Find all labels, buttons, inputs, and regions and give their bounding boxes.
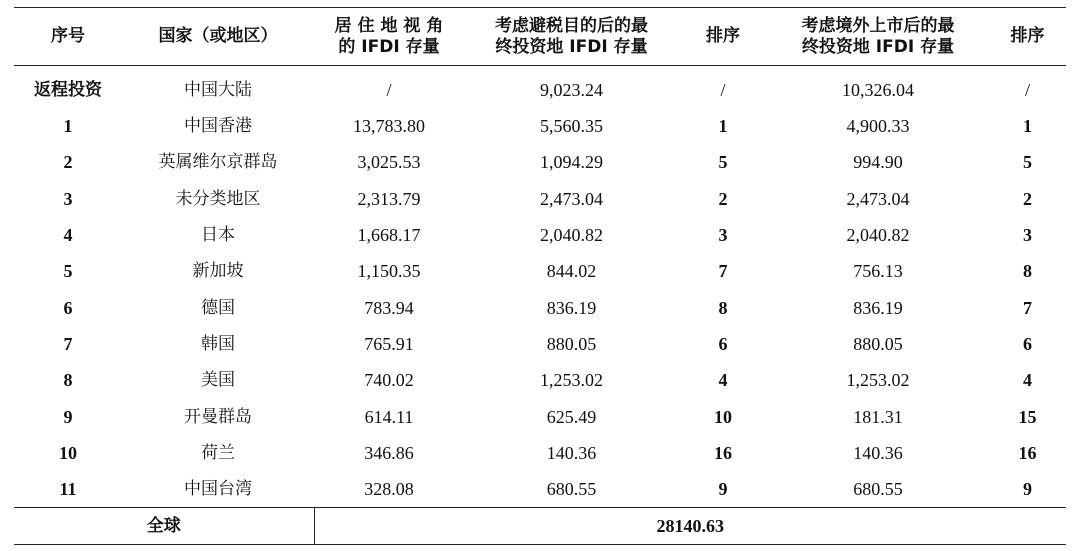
row-region: 中国大陆	[184, 80, 252, 100]
row-tax-stock: 5,560.35	[540, 116, 603, 137]
table-row	[14, 144, 1066, 180]
row-rank-listing: 6	[1023, 333, 1032, 354]
row-listing-stock: 140.36	[853, 442, 903, 463]
row-residence-stock: 1,150.35	[357, 261, 421, 282]
row-listing-stock: 836.19	[853, 297, 903, 318]
row-listing-stock: 680.55	[853, 479, 903, 500]
row-rank-listing: 1	[1023, 116, 1032, 137]
row-tax-stock: 2,473.04	[540, 188, 603, 209]
row-tax-stock: 836.19	[546, 297, 597, 318]
table-row	[14, 289, 1066, 325]
row-region: 荷兰	[201, 442, 235, 463]
row-rank-tax: 16	[714, 442, 732, 463]
row-listing-stock: 2,473.04	[846, 188, 910, 209]
row-region: 英属维尔京群岛	[158, 152, 278, 173]
row-listing-stock: 181.31	[853, 406, 903, 427]
row-rank-tax: 9	[718, 479, 728, 500]
row-rank-listing: 2	[1023, 188, 1032, 209]
row-residence-stock: 765.91	[364, 333, 414, 354]
row-rank-listing: 5	[1023, 152, 1032, 173]
header-tax-line1: 考虑避税目的后的最	[495, 15, 648, 36]
row-region: 美国	[201, 370, 235, 391]
row-rank-tax: 3	[718, 225, 728, 246]
row-tax-stock: 1,253.02	[540, 370, 603, 391]
ifdi-stock-table	[14, 7, 1066, 545]
row-rank-tax: 1	[718, 116, 728, 137]
row-listing-stock: 2,040.82	[846, 225, 910, 246]
row-region: 韩国	[201, 333, 235, 354]
row-listing-stock: 10,326.04	[842, 80, 914, 100]
table-row	[14, 398, 1066, 434]
row-rank-listing: 7	[1023, 297, 1032, 318]
row-index: 8	[63, 370, 73, 391]
total-row	[14, 508, 1066, 545]
table-row	[14, 326, 1066, 362]
row-rank-tax: 4	[718, 370, 728, 391]
row-rank-listing: 9	[1023, 479, 1032, 500]
row-index: 返程投资	[34, 80, 102, 100]
row-rank-tax: 8	[718, 297, 728, 318]
table-body	[14, 66, 1066, 545]
header-rank-tax: 排序	[706, 26, 740, 46]
row-index: 4	[63, 225, 73, 246]
row-index: 7	[63, 333, 73, 354]
row-rank-listing: 16	[1018, 442, 1037, 463]
row-residence-stock: 783.94	[364, 297, 414, 318]
header-index: 序号	[51, 26, 85, 46]
row-residence-stock: 1,668.17	[357, 225, 421, 246]
row-listing-stock: 880.05	[853, 333, 903, 354]
table-row	[14, 181, 1066, 217]
header-tax-adjusted-stock	[464, 8, 679, 66]
row-index: 6	[63, 297, 73, 318]
row-rank-listing: 15	[1018, 406, 1037, 427]
row-rank-listing: 4	[1023, 370, 1032, 391]
row-tax-stock: 625.49	[546, 406, 597, 427]
total-label: 全球	[14, 508, 314, 545]
row-rank-listing: /	[1024, 80, 1030, 100]
table-row	[14, 66, 1066, 109]
row-index: 3	[63, 188, 73, 209]
row-tax-stock: 2,040.82	[540, 225, 603, 246]
table-row	[14, 108, 1066, 144]
table-row	[14, 471, 1066, 508]
header-residence-stock	[314, 8, 464, 66]
row-residence-stock: 614.11	[364, 406, 414, 427]
row-rank-tax: /	[720, 80, 726, 100]
row-listing-stock: 756.13	[853, 261, 903, 282]
header-residence-line2: 的 IFDI 存量	[338, 36, 440, 57]
row-rank-tax: 5	[718, 152, 728, 173]
header-tax-line2: 终投资地 IFDI 存量	[495, 36, 648, 57]
row-tax-stock: 9,023.24	[540, 80, 603, 100]
row-listing-stock: 1,253.02	[846, 370, 910, 391]
row-index: 5	[63, 261, 73, 282]
row-residence-stock: 740.02	[364, 370, 414, 391]
table-header-row	[14, 8, 1066, 66]
row-index: 2	[63, 152, 73, 173]
row-rank-tax: 7	[718, 261, 728, 282]
header-region: 国家（或地区）	[158, 26, 278, 46]
row-region: 中国香港	[184, 116, 252, 137]
row-region: 新加坡	[192, 261, 244, 282]
header-rank-listing: 排序	[1010, 26, 1045, 46]
row-rank-listing: 8	[1023, 261, 1032, 282]
row-index: 9	[63, 406, 73, 427]
row-region: 日本	[201, 225, 235, 246]
row-rank-tax: 6	[718, 333, 728, 354]
row-residence-stock: 328.08	[364, 479, 414, 500]
row-region: 中国台湾	[184, 479, 252, 500]
row-region: 开曼群岛	[184, 406, 252, 427]
header-listing-line2: 终投资地 IFDI 存量	[801, 36, 955, 57]
row-index: 10	[59, 442, 77, 463]
ifdi-table-container	[14, 7, 1066, 545]
row-rank-listing: 3	[1023, 225, 1032, 246]
header-listing-adjusted-stock	[767, 8, 989, 66]
header-residence-line1: 居 住 地 视 角	[334, 15, 444, 36]
row-tax-stock: 140.36	[546, 442, 597, 463]
row-residence-stock: 13,783.80	[353, 116, 425, 137]
row-listing-stock: 4,900.33	[846, 116, 910, 137]
row-rank-tax: 2	[718, 188, 728, 209]
row-rank-tax: 10	[714, 406, 732, 427]
table-row	[14, 362, 1066, 398]
row-index: 1	[63, 116, 73, 137]
row-tax-stock: 844.02	[546, 261, 597, 282]
row-residence-stock: 2,313.79	[357, 188, 421, 209]
row-tax-stock: 880.05	[546, 333, 597, 354]
row-region: 未分类地区	[175, 188, 261, 209]
row-residence-stock: /	[386, 80, 392, 100]
table-row	[14, 435, 1066, 471]
row-listing-stock: 994.90	[853, 152, 903, 173]
table-row	[14, 253, 1066, 289]
header-listing-line1: 考虑境外上市后的最	[801, 15, 955, 36]
table-row	[14, 217, 1066, 253]
row-tax-stock: 680.55	[546, 479, 597, 500]
row-residence-stock: 3,025.53	[357, 152, 421, 173]
row-tax-stock: 1,094.29	[540, 152, 603, 173]
row-index: 11	[59, 479, 77, 500]
total-value: 28140.63	[656, 516, 724, 537]
row-residence-stock: 346.86	[364, 442, 414, 463]
row-region: 德国	[201, 297, 235, 318]
